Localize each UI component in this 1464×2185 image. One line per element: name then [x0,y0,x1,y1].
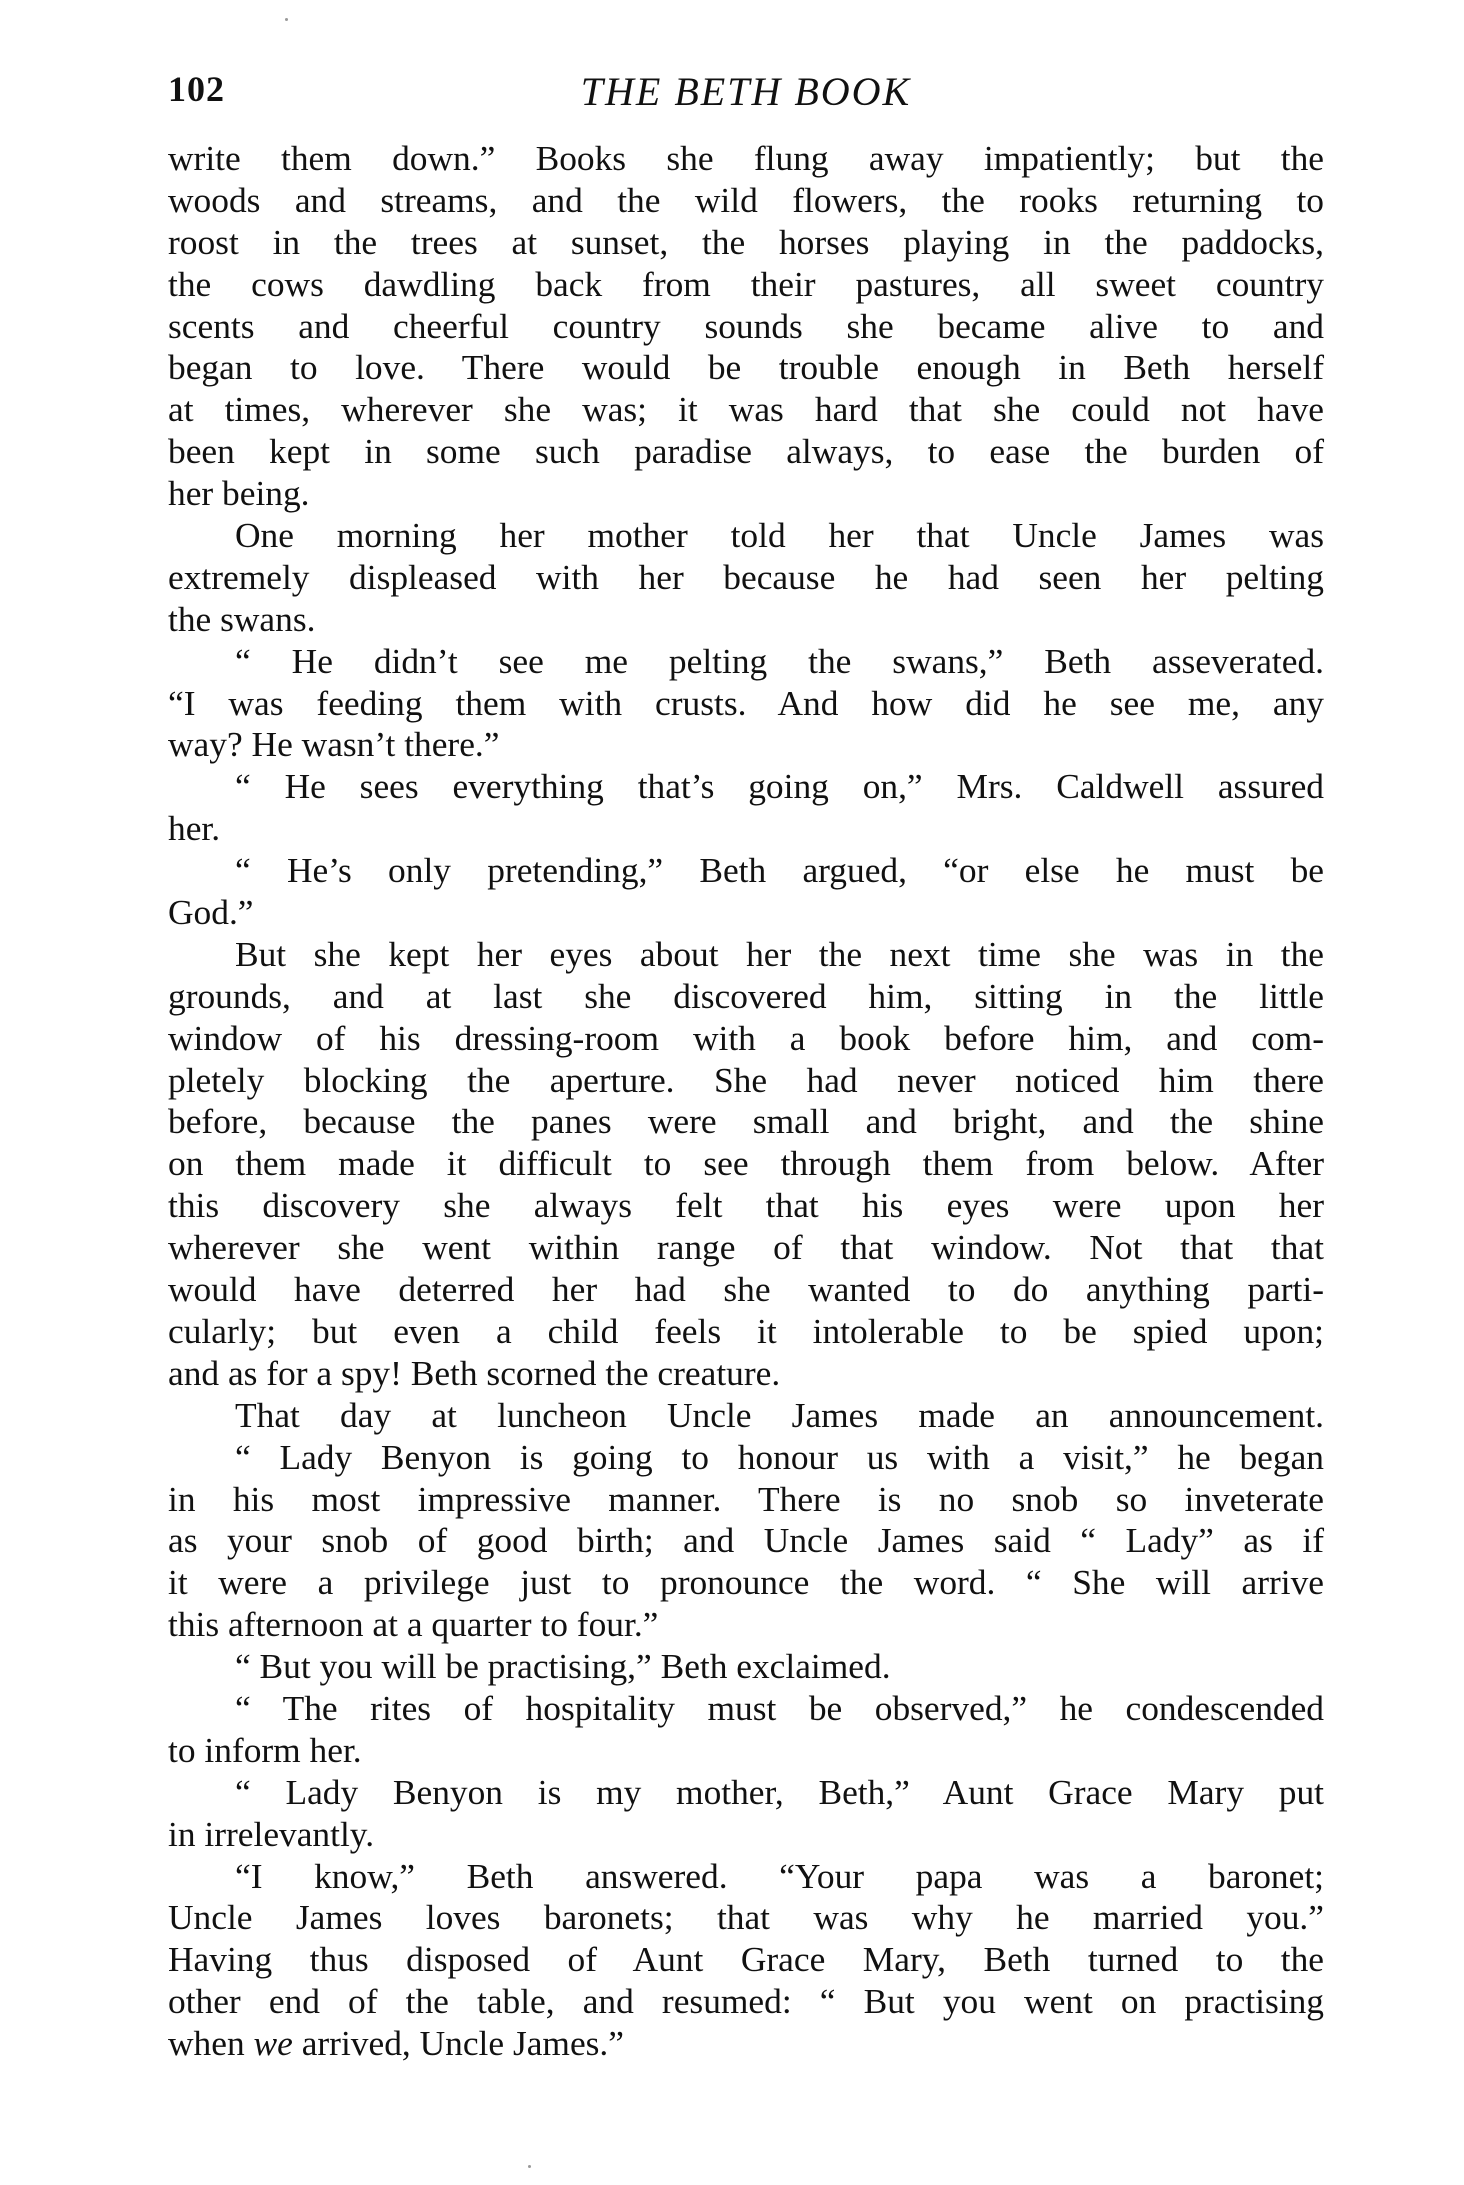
page-number: 102 [168,69,225,109]
text-line: window of his dressing-room with a book before him, and com- [168,1017,1324,1058]
text-line: Uncle James loves baronets; that was why he married you.” [168,1897,1324,1938]
text-line: pletely blocking the aperture. She had never noticed him there [168,1059,1324,1100]
text-line: this discovery she always felt that his eyes were upon her [168,1185,1324,1226]
running-title: THE BETH BOOK [580,69,912,114]
text-line: That day at luncheon Uncle James made an announcement. [235,1394,1324,1435]
text-line: the swans. [168,598,316,639]
text-line: at times, wherever she was; it was hard that she could not have [168,389,1324,430]
text-line: “ He sees everything that’s going on,” Mrs. Caldwell assured [235,766,1324,807]
text-line: when we arrived, Uncle James.” [168,2023,624,2064]
speck-mark [285,18,288,21]
text-line: been kept in some such paradise always, to ease the burden of [168,431,1324,472]
text-line: and as for a spy! Beth scorned the creature. [168,1352,781,1393]
text-line: this afternoon at a quarter to four.” [168,1604,659,1645]
text-line: “ But you will be practising,” Beth exclaimed. [235,1646,891,1687]
text-line: cularly; but even a child feels it intolerable to be spied upon; [168,1310,1324,1351]
text-line: God.” [168,892,254,933]
text-line: would have deterred her had she wanted to do anything parti- [168,1269,1324,1310]
text-line: before, because the panes were small and bright, and the shine [168,1101,1324,1142]
text-line: wherever she went within range of that window. Not that that [168,1227,1324,1268]
text-line: Having thus disposed of Aunt Grace Mary, Beth turned to the [168,1939,1324,1980]
text-line: But she kept her eyes about her the next time she was in the [235,933,1324,974]
text-line: grounds, and at last she discovered him, sitting in the little [168,975,1324,1016]
text-line: as your snob of good birth; and Uncle James said “ Lady” as if [168,1520,1324,1561]
text-line: “ He’s only pretending,” Beth argued, “or else he must be [235,850,1324,891]
body-text [168,138,1324,2065]
text-line: on them made it difficult to see through them from below. After [168,1143,1324,1184]
text-line: in his most impressive manner. There is no snob so inveterate [168,1478,1324,1519]
text-line: “ He didn’t see me pelting the swans,” Beth asseverated. [235,640,1324,681]
text-line: in irrelevantly. [168,1813,375,1854]
text-line: “ Lady Benyon is going to honour us with a visit,” he began [235,1436,1324,1477]
text-line: to inform her. [168,1729,362,1770]
text-line: roost in the trees at sunset, the horses playing in the paddocks, [168,221,1324,262]
page-header [168,68,1324,124]
text-line: the cows dawdling back from their pastures, all sweet country [168,263,1324,304]
emphasis: we [253,2023,293,2064]
text-line: her. [168,808,221,849]
text-line: her being. [168,473,310,514]
text-line: write them down.” Books she flung away impatiently; but the [168,138,1324,178]
text-line: woods and streams, and the wild flowers, the rooks returning to [168,179,1324,220]
text-line: way? He wasn’t there.” [168,724,500,765]
text-line: extremely displeased with her because he had seen her pelting [168,556,1324,597]
text-line: began to love. There would be trouble enough in Beth herself [168,347,1324,388]
text-line: scents and cheerful country sounds she became alive to and [168,305,1324,346]
speck-mark [528,2165,531,2168]
text-line: “I was feeding them with crusts. And how did he see me, any [168,682,1324,723]
text-line: other end of the table, and resumed: “ But you went on practising [168,1981,1324,2022]
text-line: “ The rites of hospitality must be observed,” he condescended [235,1687,1324,1728]
text-line: “I know,” Beth answered. “Your papa was a baronet; [235,1855,1324,1896]
text-line: “ Lady Benyon is my mother, Beth,” Aunt Grace Mary put [235,1771,1324,1812]
text-line: it were a privilege just to pronounce the word. “ She will arrive [168,1562,1324,1603]
text-line: One morning her mother told her that Uncle James was [235,515,1324,556]
